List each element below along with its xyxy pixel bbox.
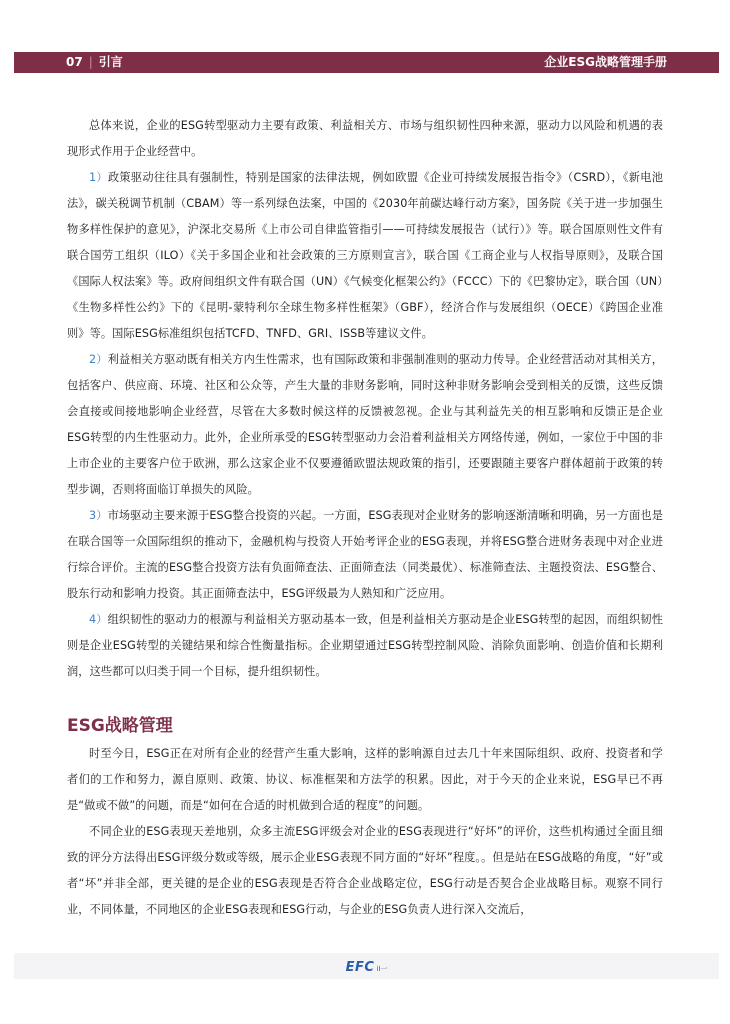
intro-summary: 总体来说，企业的ESG转型驱动力主要有政策、利益相关方、市场与组织韧性四种来源，驱动力以风险和机遇的表现形式作用于企业经营中。 xyxy=(67,119,663,158)
section-body xyxy=(67,741,663,923)
page-body xyxy=(67,113,663,923)
item-number: 1） xyxy=(89,171,108,184)
page-header-bar xyxy=(14,52,719,73)
item-text: 利益相关方驱动既有相关方内生性需求，也有国际政策和非强制准则的驱动力传导。企业经营活动对其相关方，包括客户、供应商、环境、社区和公众等，产生大量的非财务影响，同时这种非财务影响会受到相关的反馈，这些反馈会直接或间接地影响企业经营，尽管在大多数时候这样的反馈被忽视。企业与其利益先关的相互影响和反馈正是企业ESG转型的内生性驱动力。此外，企业所承受的ESG转型驱动力会沿着利益相关方网络传递，例如，一家位于中国的非上市企业的主要客户位于欧洲，那么这家企业不仅要遵循欧盟法规政策的指引，还要跟随主要客户群体超前于政策的转型步调，否则将面临订单损失的风险。 xyxy=(67,353,663,496)
efc-logo-text: EFC xyxy=(345,960,375,975)
item-text: 市场驱动主要来源于ESG整合投资的兴起。一方面，ESG表现对企业财务的影响逐渐清晰和明确，另一方面也是在联合国等一众国际组织的推动下，金融机构与投资人开始考评企业的ESG表现，并将ESG整合进财务表现中对企业进行综合评价。主流的ESG整合投资方法有负面筛查法、正面筛查法（同类最优）、标准筛查法、主题投资法、ESG整合、股东行动和影响力投资。其正面筛查法中，ESG评级最为人熟知和广泛应用。 xyxy=(67,509,663,600)
manual-title: 企业ESG战略管理手册 xyxy=(544,55,667,69)
driver-item-policy xyxy=(67,165,663,347)
item-text: 政策驱动往往具有强制性，特别是国家的法律法规，例如欧盟《企业可持续发展报告指令》（CSRD），《新电池法》，碳关税调节机制（CBAM）等一系列绿色法案，中国的《2030年前碳达峰行动方案》，国务院《关于进一步加强生物多样性保护的意见》，沪深北交易所《上市公司自律监管指引——可持续发展报告（试行）》等。联合国原则性文件有联合国劳工组织（ILO）《关于多国企业和社会政策的三方原则宣言》，联合国《工商企业与人权指导原则》，及联合国《国际人权法案》等。政府间组织文件有联合国（UN）《气候变化框架公约》（FCCC）下的《巴黎协定》，联合国（UN）《生物多样性公约》下的《昆明-蒙特利尔全球生物多样性框架》（GBF），经济合作与发展组织（OECE）《跨国企业准则》等。国际ESG标准组织包括TCFD、TNFD、GRI、ISSB等建议文件。 xyxy=(67,171,663,340)
footer-logo xyxy=(14,956,719,975)
logo-subtext: iI一 xyxy=(376,965,388,973)
section-paragraph: 时至今日，ESG正在对所有企业的经营产生重大影响，这样的影响源自过去几十年来国际组织、政府、投资者和学者们的工作和努力，源自原则、政策、协议、标准框架和方法学的积累。因此，对于今天的企业来说，ESG早已不再是“做或不做”的问题，而是“如何在合适的时机做到合适的程度”的问题。 xyxy=(67,747,663,812)
item-text: 组织韧性的驱动力的根源与利益相关方驱动基本一致，但是利益相关方驱动是企业ESG转型的起因，而组织韧性则是企业ESG转型的关键结果和综合性衡量指标。企业期望通过ESG转型控制风险、消除负面影响、创造价值和长期利润，这些都可以归类于同一个目标，提升组织韧性。 xyxy=(67,613,664,678)
page-number: 07 xyxy=(66,55,83,69)
header-separator: | xyxy=(88,55,93,69)
item-number: 3） xyxy=(89,509,108,522)
item-number: 4） xyxy=(89,613,108,626)
section-paragraph: 不同企业的ESG表现天差地别，众多主流ESG评级会对企业的ESG表现进行“好坏”的评价，这些机构通过全面且细致的评分方法得出ESG评级分数或等级，展示企业ESG表现不同方面的“好坏”程度。。但是站在ESG战略的角度，“好”或者“坏”并非全部，更关键的是企业的ESG表现是否符合企业战略定位，ESG行动是否契合企业战略目标。观察不同行业，不同体量，不同地区的企业ESG表现和ESG行动，与企业的ESG负责人进行深入交流后， xyxy=(67,825,663,916)
page-footer xyxy=(14,953,719,979)
section-heading: ESG战略管理 xyxy=(67,716,173,736)
section-label: 引言 xyxy=(98,55,123,69)
driver-item-stakeholder xyxy=(67,347,663,503)
driver-item-market xyxy=(67,503,663,607)
header-left xyxy=(66,52,123,73)
item-number: 2） xyxy=(89,353,108,366)
driver-item-resilience xyxy=(67,607,663,685)
